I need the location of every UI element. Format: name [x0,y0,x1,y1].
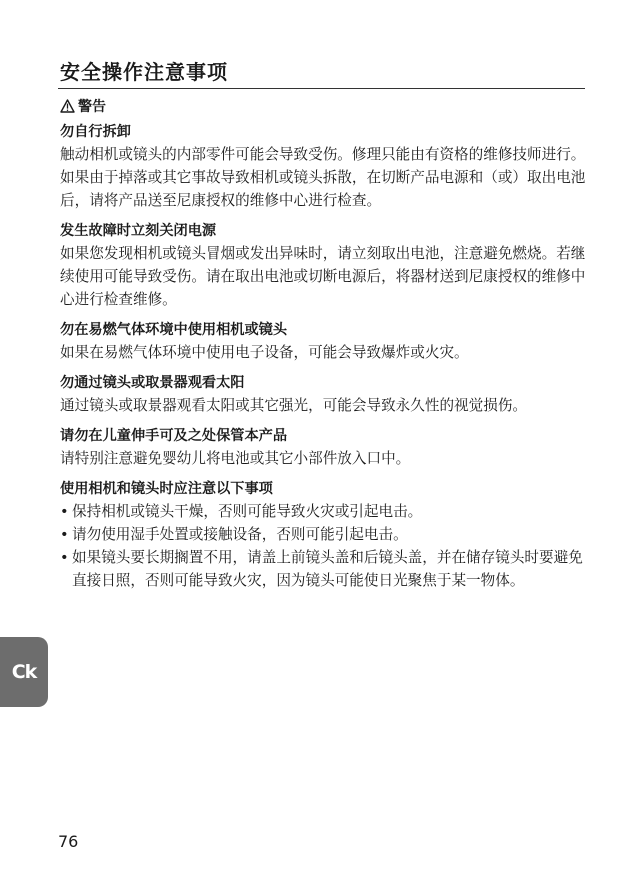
section-sun [60,373,588,417]
section-malfunction [60,221,588,311]
list-item [60,523,588,546]
section-body: 通过镜头或取景器观看太阳或其它强光，可能会导致永久性的视觉损伤。 [60,397,528,414]
section-heading: 勿自行拆卸 [60,124,131,140]
bullet-list [60,500,588,592]
section-body: 如果您发现相机或镜头冒烟或发出异味时，请立刻取出电池，注意避免燃烧。若继续使用可能导致受伤。请在取出电池或切断电源后，将器材送到尼康授权的维修中心进行检查维修。 [60,245,586,308]
list-item-text: 保持相机或镜头干燥，否则可能导致火灾或引起电击。 [72,503,423,520]
bullet-dot: • [60,526,69,543]
list-item [60,500,588,523]
section-heading: 勿通过镜头或取景器观看太阳 [60,375,245,391]
section-heading: 勿在易燃气体环境中使用相机或镜头 [60,322,288,338]
safety-content [60,122,588,601]
section-heading: 发生故障时立刻关闭电源 [60,223,217,239]
page-number: 76 [58,832,79,851]
section-flammable-gas [60,320,588,364]
bullet-dot: • [60,549,69,566]
warning-header [60,96,106,116]
language-tab: Ck [0,637,48,707]
title-divider [58,88,585,89]
list-item [60,546,588,592]
warning-label: 警告 [78,99,106,115]
bullet-dot: • [60,503,69,520]
page-title: 安全操作注意事项 [60,60,228,84]
section-body: 如果在易燃气体环境中使用电子设备，可能会导致爆炸或火灾。 [60,344,469,361]
warning-triangle-icon [60,99,75,113]
list-item-text: 如果镜头要长期搁置不用，请盖上前镜头盖和后镜头盖，并在储存镜头时要避免直接日照，否则可能导致火灾，因为镜头可能使日光聚焦于某一物体。 [72,549,583,589]
section-usage-notes [60,479,588,592]
section-heading: 使用相机和镜头时应注意以下事项 [60,481,273,497]
section-body: 请特别注意避免婴幼儿将电池或其它小部件放入口中。 [60,450,411,467]
section-heading: 请勿在儿童伸手可及之处保管本产品 [60,428,288,444]
section-body: 触动相机或镜头的内部零件可能会导致受伤。修理只能由有资格的维修技师进行。如果由于掉落或其它事故导致相机或镜头拆散，在切断产品电源和（或）取出电池后，请将产品送至尼康授权的维修中心进行检查。 [60,146,586,209]
section-disassembly [60,122,588,212]
list-item-text: 请勿使用湿手处置或接触设备，否则可能引起电击。 [72,526,408,543]
section-children [60,426,588,470]
